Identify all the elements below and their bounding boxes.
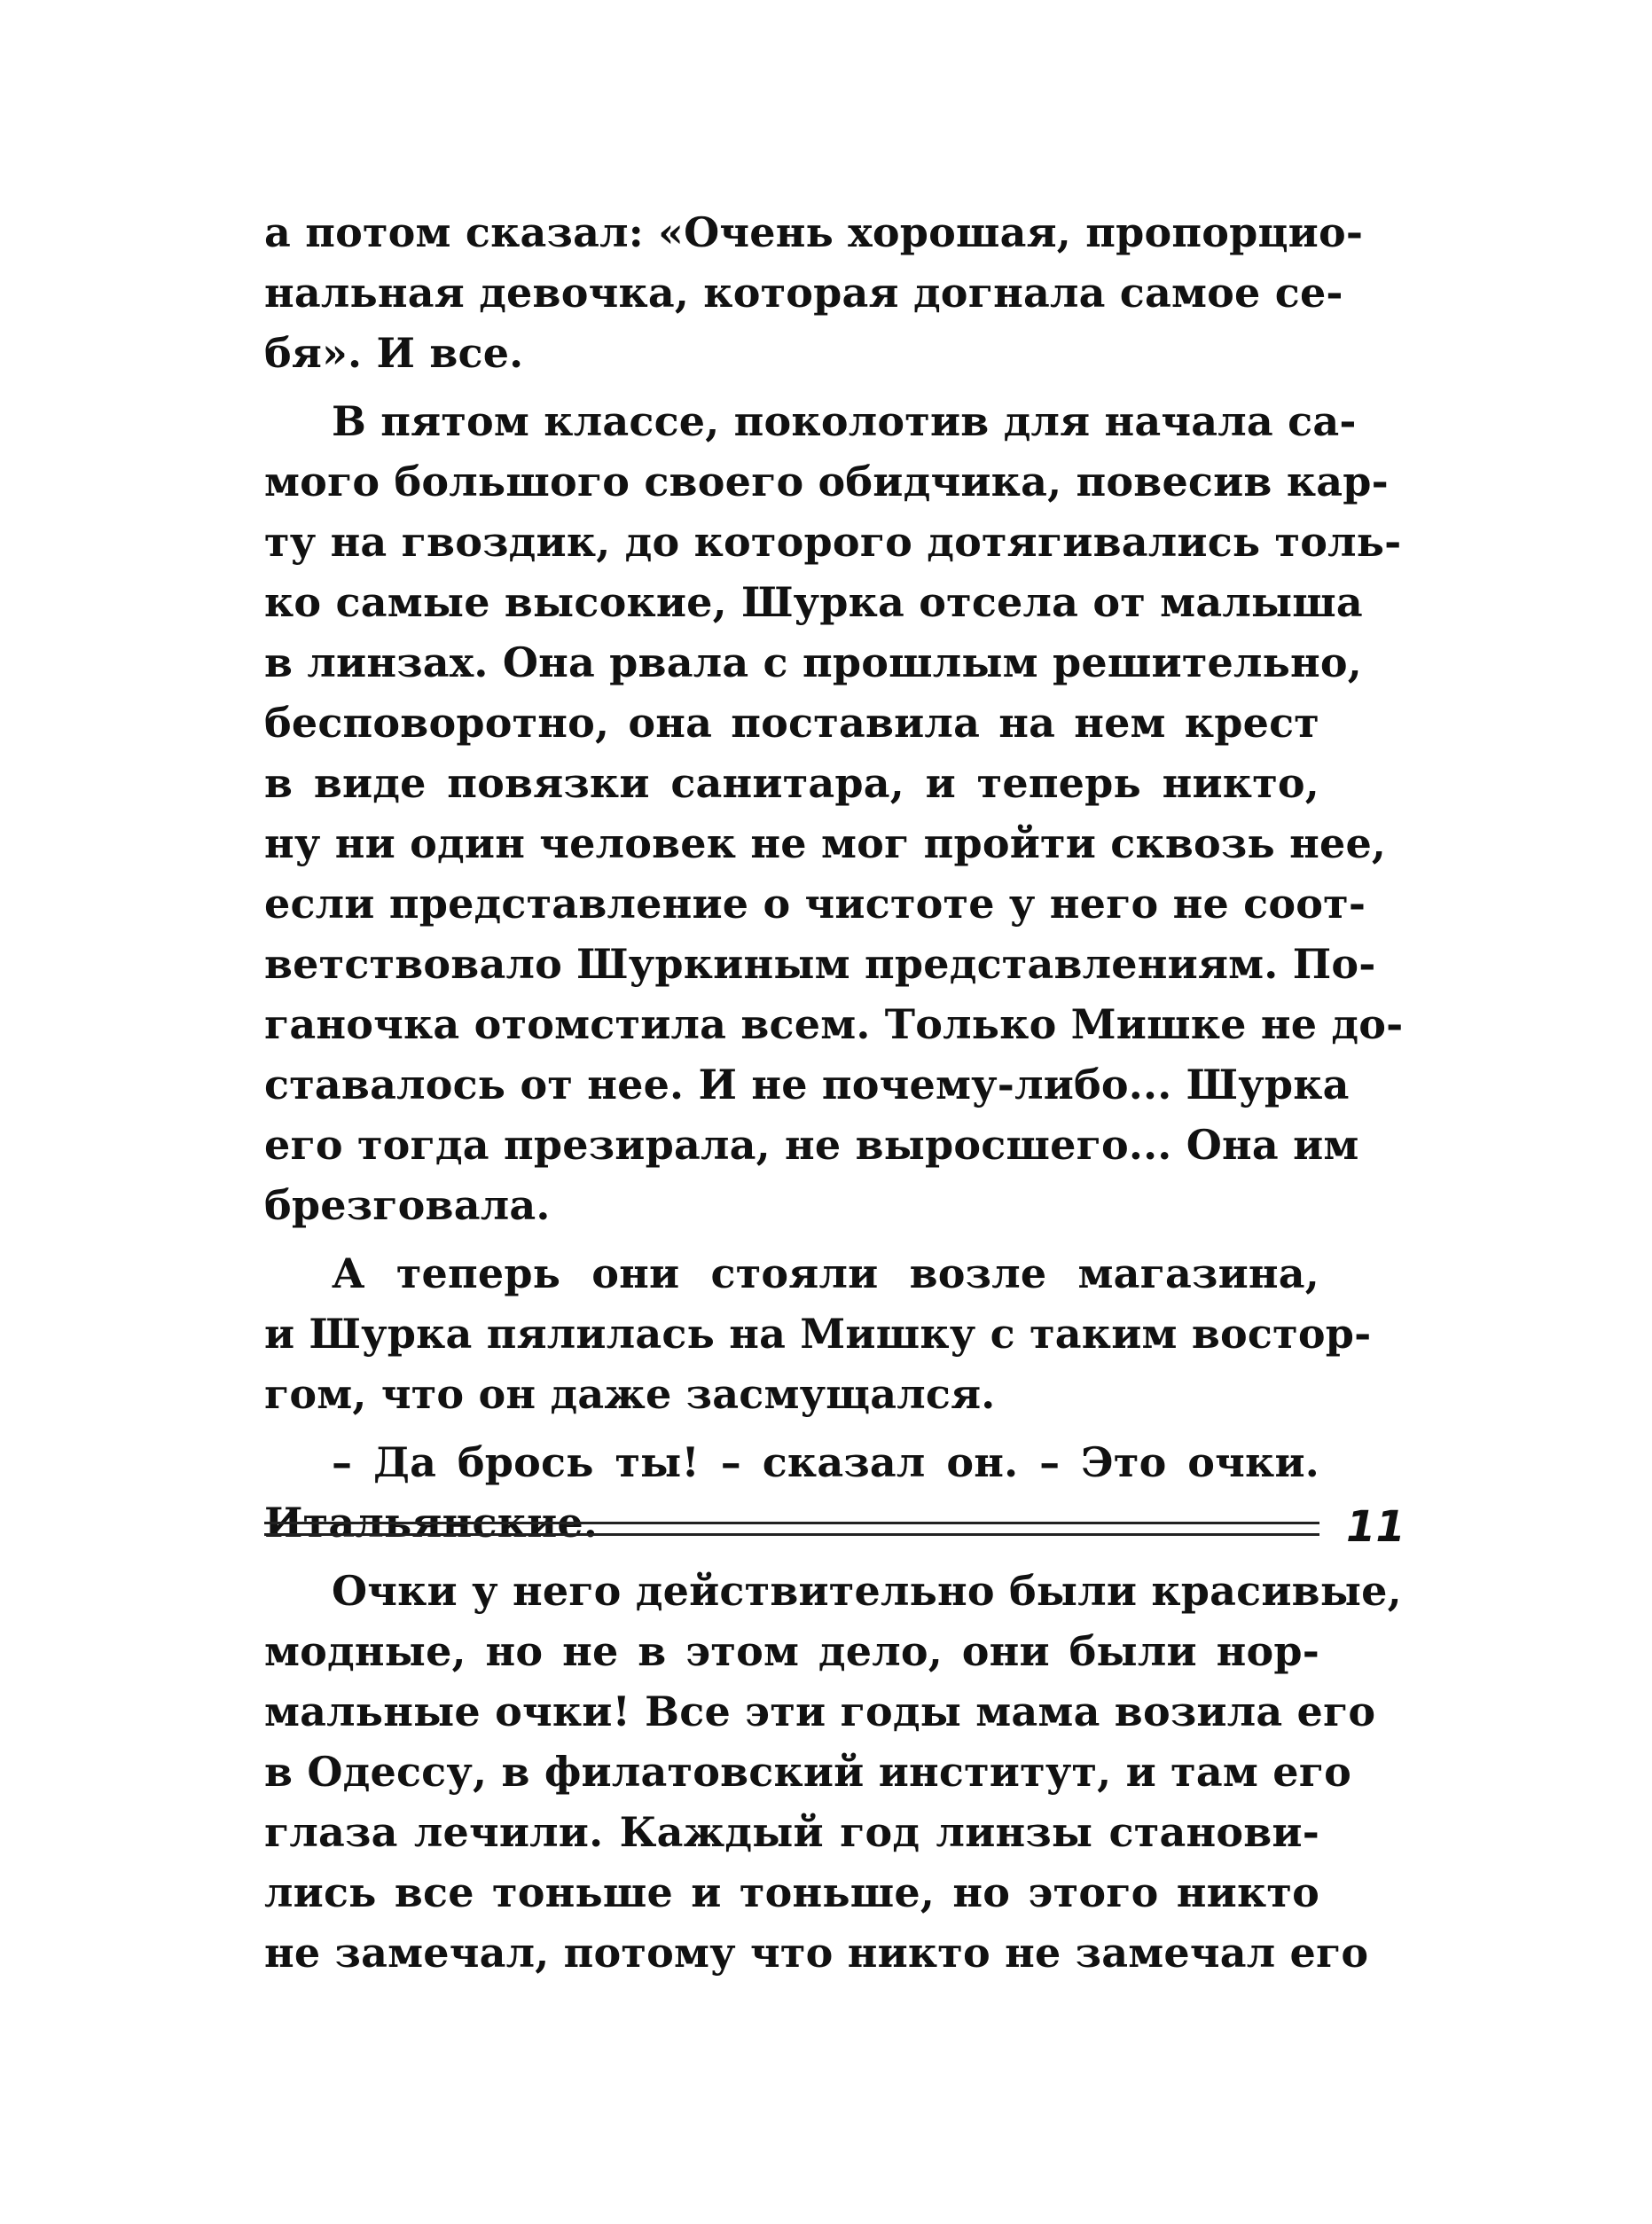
text-line: мого большого своего обидчика, повесив кар- [264,458,1389,505]
text-line: нальная девочка, которая догнала самое се- [264,269,1343,317]
text-line: в Одессу, в филатовский институт, и там его [264,1748,1351,1796]
text-line: лись все тоньше и тоньше, но этого никто [264,1868,1319,1916]
paragraph-first-line: А теперь они стояли возле магазина, [332,1249,1319,1297]
page-number: 11 [1346,1502,1405,1552]
paragraph-first-line: Очки у него действительно были красивые, [332,1567,1402,1615]
text-line: не замечал, потому что никто не замечал его [264,1929,1369,1977]
text-line: брезговала. [264,1181,551,1229]
text-line: ветствовало Шуркиным представлениям. По- [264,940,1376,988]
text-line: а потом сказал: «Очень хорошая, пропорцио- [264,208,1364,256]
text-line: если представление о чистоте у него не соот- [264,880,1366,928]
text-line: бя». И все. [264,329,524,377]
text-line: его тогда презирала, не выросшего... Она им [264,1121,1359,1169]
dialogue-line: – Да брось ты! – сказал он. – Это очки. [332,1438,1319,1486]
paragraph-first-line: В пятом классе, поколотив для начала са- [332,397,1357,445]
text-line: глаза лечили. Каждый год линзы станови- [264,1808,1319,1856]
footer-double-rule [264,1522,1319,1536]
text-line: модные, но не в этом дело, они были нор- [264,1627,1319,1675]
text-line: Итальянские. [264,1499,599,1547]
text-line: в виде повязки санитара, и теперь никто, [264,759,1319,807]
text-line: мальные очки! Все эти годы мама возила его [264,1688,1376,1735]
text-line: ганочка отомстила всем. Только Мишке не до- [264,1000,1404,1048]
text-line: гом, что он даже засмущался. [264,1370,996,1418]
text-line: ну ни один человек не мог пройти сквозь нее, [264,819,1387,867]
text-line: ко самые высокие, Шурка отсела от малыша [264,578,1363,626]
text-line: ту на гвоздик, до которого дотягивались толь- [264,518,1402,566]
text-line: в линзах. Она рвала с прошлым решительно, [264,638,1363,686]
text-line: и Шурка пялилась на Мишку с таким востор- [264,1310,1372,1358]
text-line: ставалось от нее. И не почему-либо... Шурка [264,1061,1350,1108]
text-line: бесповоротно, она поставила на нем крест [264,699,1319,747]
